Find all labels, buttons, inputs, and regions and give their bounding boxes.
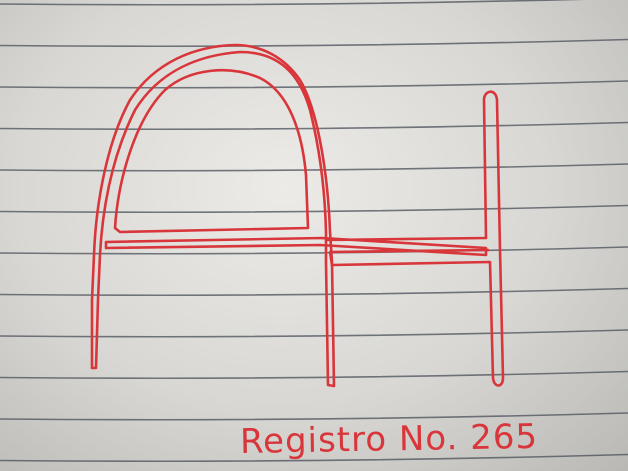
registration-caption: Registro No. 265 [239,416,539,462]
monogram-crossbar [106,238,486,255]
monogram-letter-a [92,45,334,386]
monogram-a-counter [115,70,308,232]
monogram-letter-h [326,92,503,386]
